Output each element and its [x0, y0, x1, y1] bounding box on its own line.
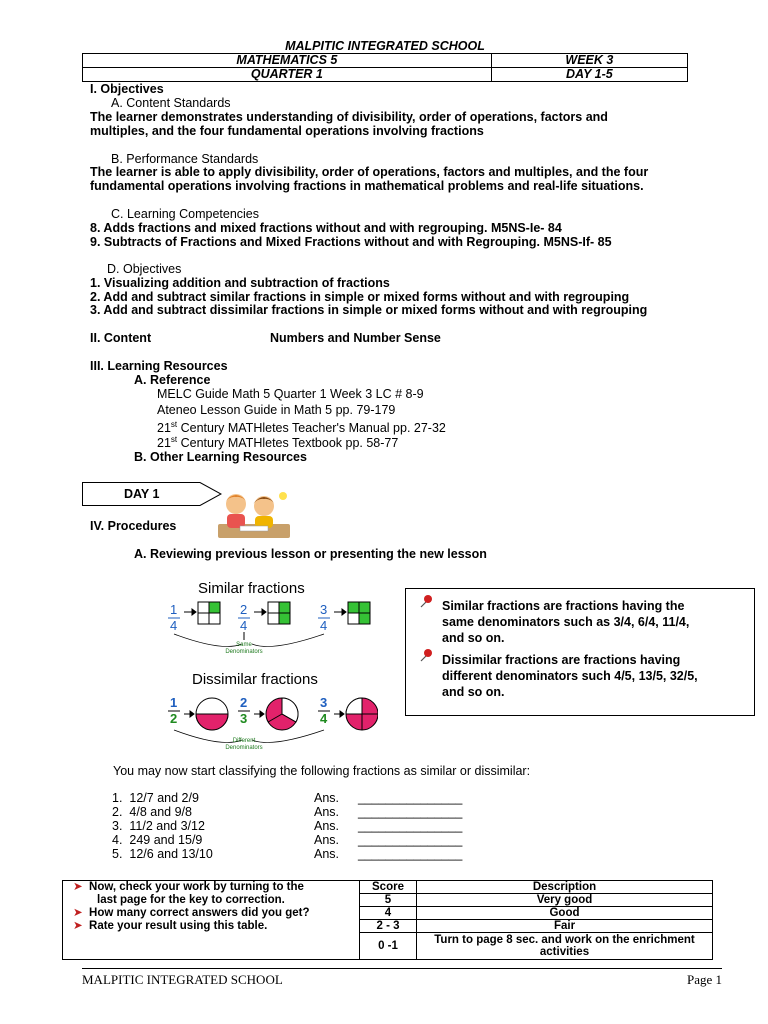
performance-line-1: The learner is able to apply divisibility, order of operations, factors and multiples, and the four — [90, 165, 649, 179]
footer-school: MALPITIC INTEGRATED SCHOOL — [82, 972, 283, 987]
dis-den-2: 3 — [240, 711, 248, 726]
dis-num-3: 3 — [320, 695, 328, 710]
answer-label: Ans. — [314, 819, 340, 833]
page-number: Page 1 — [686, 972, 722, 987]
check-line-3: ➤ How many correct answers did you get? — [73, 907, 310, 919]
description-cell: Turn to page 8 sec. and work on the enrichment activities — [417, 933, 713, 960]
definitions-box — [405, 588, 755, 716]
answer-label: Ans. — [314, 805, 340, 819]
answer-label: Ans. — [314, 847, 340, 861]
content-standards-line-1: The learner demonstrates understanding of divisibility, order of operations, factors and — [90, 110, 608, 124]
reference-1: MELC Guide Math 5 Quarter 1 Week 3 LC # 8-9 — [157, 387, 424, 401]
description-header: Description — [417, 881, 713, 894]
answer-blank[interactable]: _______________ — [358, 791, 463, 805]
competencies-label: C. Learning Competencies — [111, 207, 259, 221]
content-standards-label: A. Content Standards — [111, 96, 231, 110]
pushpin-icon — [418, 647, 434, 663]
score-header: Score — [360, 881, 417, 894]
similar-def-2: same denominators such as 3/4, 6/4, 11/4, — [442, 615, 690, 629]
objective-1: 1. Visualizing addition and subtraction of fractions — [90, 276, 390, 290]
subject-cell: MATHEMATICS 5 — [83, 54, 492, 68]
check-instructions — [63, 881, 360, 960]
same-label-2: Denominators — [225, 649, 263, 655]
sim-num-2: 2 — [240, 602, 248, 617]
answer-label: Ans. — [314, 833, 340, 847]
answer-blank[interactable]: _______________ — [358, 847, 463, 861]
same-label-1: Same — [236, 642, 252, 648]
dissimilar-def-1: Dissimilar fractions are fractions having — [442, 653, 681, 667]
week-cell: WEEK 3 — [491, 54, 687, 68]
reference-3: 21st Century MATHletes Teacher's Manual pp. 27-32 — [157, 420, 446, 436]
dissimilar-def-3: and so on. — [442, 685, 505, 699]
exercise-item: 4. 249 and 15/9 — [112, 833, 203, 847]
description-cell: Very good — [417, 894, 713, 907]
children-studying-illustration — [216, 490, 296, 542]
dissimilar-def-2: different denominators such 4/5, 13/5, 32/5, — [442, 669, 698, 683]
exercise-item: 1. 12/7 and 2/9 — [112, 791, 199, 805]
score-cell: 5 — [360, 894, 417, 907]
description-cell: Fair — [417, 920, 713, 933]
exercise-item: 2. 4/8 and 9/8 — [112, 805, 192, 819]
score-cell: 2 - 3 — [360, 920, 417, 933]
exercise-instruction: You may now start classifying the following fractions as similar or dissimilar: — [113, 764, 531, 778]
competency-2: 9. Subtracts of Fractions and Mixed Fractions without and with Regrouping. M5NS-If- 85 — [90, 235, 612, 249]
sim-num-3: 3 — [320, 602, 328, 617]
school-title: MALPITIC INTEGRATED SCHOOL — [285, 39, 485, 53]
dis-num-1: 1 — [170, 695, 178, 710]
answer-blank[interactable]: _______________ — [358, 833, 463, 847]
pushpin-icon — [418, 593, 434, 609]
similar-def-3: and so on. — [442, 631, 505, 645]
answer-blank[interactable]: _______________ — [358, 805, 463, 819]
objectives-sub-label: D. Objectives — [107, 262, 182, 276]
reference-4: 21st Century MATHletes Textbook pp. 58-77 — [157, 435, 399, 451]
day-label: DAY 1 — [124, 487, 160, 501]
diff-label-2: Denominators — [225, 745, 263, 751]
score-cell: 4 — [360, 907, 417, 920]
sim-den-3: 4 — [320, 618, 328, 633]
check-line-2: last page for the key to correction. — [97, 894, 285, 906]
sim-den-2: 4 — [240, 618, 248, 633]
quarter-cell: QUARTER 1 — [83, 68, 492, 82]
dis-den-3: 4 — [320, 711, 328, 726]
objective-3: 3. Add and subtract dissimilar fractions in simple or mixed forms without and with regrouping — [90, 303, 648, 317]
day-cell: DAY 1-5 — [491, 68, 687, 82]
exercise-item: 3. 11/2 and 3/12 — [112, 819, 205, 833]
description-cell: Good — [417, 907, 713, 920]
diff-label-1: Different — [232, 738, 256, 744]
check-line-4: ➤ Rate your result using this table. — [73, 920, 268, 932]
page-footer — [82, 968, 722, 988]
resources-heading: III. Learning Resources — [90, 359, 228, 373]
sim-den-1: 4 — [170, 618, 178, 633]
check-line-1: ➤ Now, check your work by turning to the — [73, 881, 304, 893]
answer-blank[interactable]: _______________ — [358, 819, 463, 833]
score-cell: 0 -1 — [360, 933, 417, 960]
other-resources-label: B. Other Learning Resources — [134, 450, 307, 464]
performance-standards-label: B. Performance Standards — [111, 152, 259, 166]
reference-2: Ateneo Lesson Guide in Math 5 pp. 79-179 — [157, 403, 396, 417]
sim-num-1: 1 — [170, 602, 178, 617]
dis-den-1: 2 — [170, 711, 178, 726]
reference-label: A. Reference — [134, 373, 211, 387]
procedures-heading: IV. Procedures — [90, 519, 177, 533]
similar-title: Similar fractions — [198, 580, 305, 597]
dissimilar-title: Dissimilar fractions — [192, 671, 318, 688]
objective-2: 2. Add and subtract similar fractions in simple or mixed forms without and with regrouping — [90, 290, 630, 304]
exercise-item: 5. 12/6 and 13/10 — [112, 847, 213, 861]
content-value: Numbers and Number Sense — [270, 331, 441, 345]
content-standards-line-2: multiples, and the four fundamental operations involving fractions — [90, 124, 484, 138]
rating-table — [62, 880, 713, 960]
performance-line-2: fundamental operations involving fractions in mathematical problems and real-life situations. — [90, 179, 644, 193]
competency-1: 8. Adds fractions and mixed fractions without and with regrouping. M5NS-Ie- 84 — [90, 221, 562, 235]
objectives-heading: I. Objectives — [90, 82, 164, 96]
similar-def-1: Similar fractions are fractions having the — [442, 599, 685, 613]
content-label: II. Content — [90, 331, 152, 345]
fractions-figure — [162, 574, 378, 752]
dis-num-2: 2 — [240, 695, 248, 710]
answer-label: Ans. — [314, 791, 340, 805]
procedure-step-a: A. Reviewing previous lesson or presenting the new lesson — [134, 547, 487, 561]
header-table — [82, 53, 688, 82]
